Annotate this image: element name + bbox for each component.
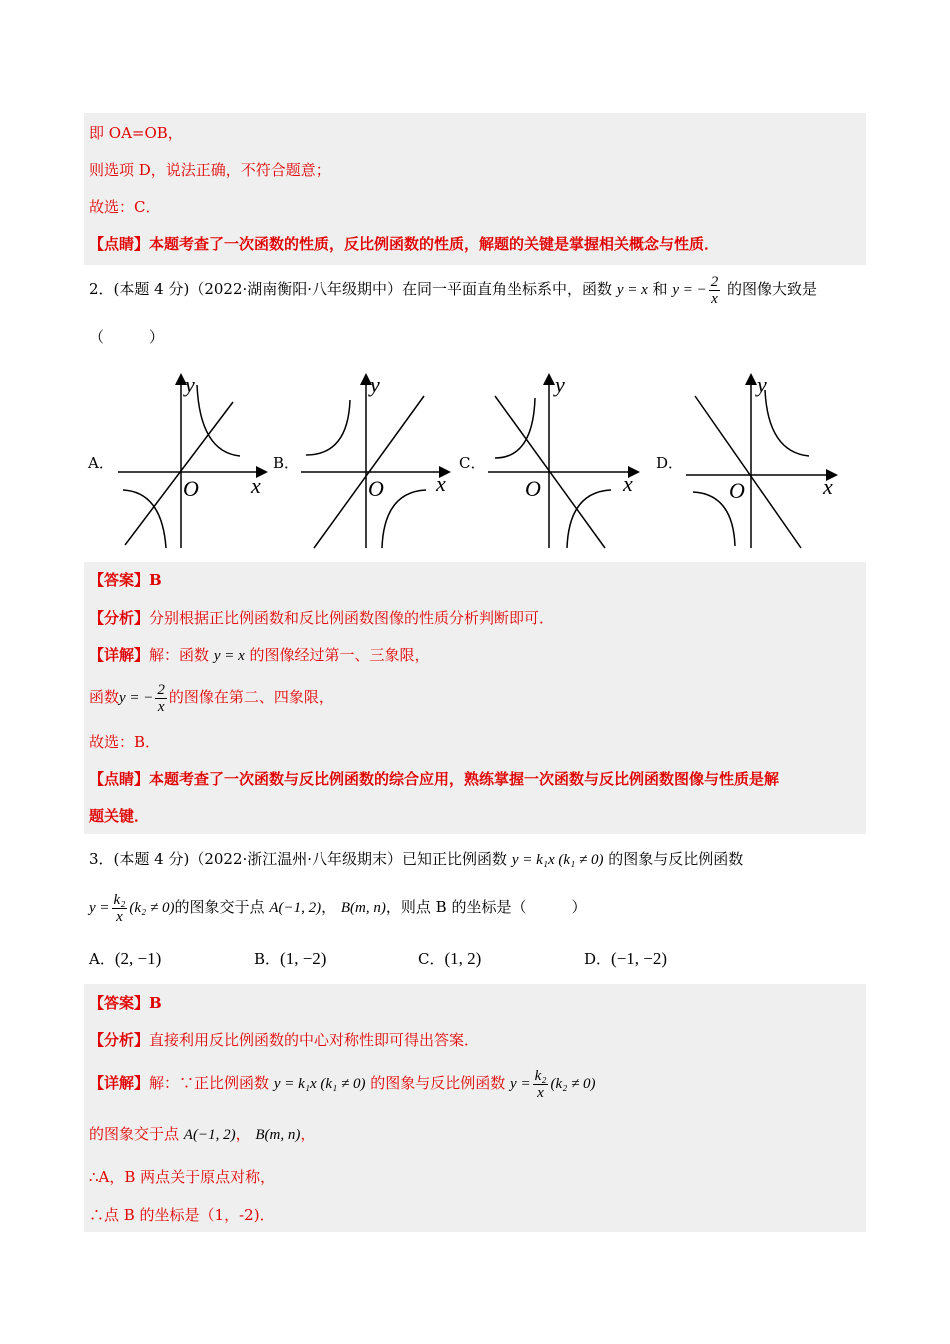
graph-d: [683, 370, 843, 550]
formula-y-eq-x: y = x: [616, 282, 648, 298]
q2-detail-1: 【详解】解：函数 y = x 的图像经过第一、三象限，: [89, 646, 430, 664]
y-axis-label: y: [757, 372, 767, 397]
comment-tag: 【点睛】: [89, 235, 150, 253]
y-axis-label: y: [370, 372, 380, 397]
y-axis-label: y: [555, 372, 565, 397]
q1-line-2: 则选项 D，说法正确，不符合题意；: [89, 161, 331, 179]
x-axis-label: x: [823, 474, 833, 499]
option-c-label: C．: [459, 454, 486, 472]
fraction-2-over-x: $\frac{2}{x}$: [157, 681, 165, 715]
q2-analysis: 【分析】分别根据正比例函数和反比例函数图像的性质分析判断即可．: [89, 609, 555, 627]
formula-proportional: y = k₁x (k₁ ≠ 0): [511, 852, 604, 868]
origin-label: O: [525, 476, 541, 501]
q2-detail-3: 故选：B．: [89, 733, 161, 751]
q2-stem: 2．(本题 4 分)（2022·湖南衡阳·八年级期中）在同一平面直角坐标系中，函数 y = x 和 y = − $\frac{2}{x}$ 的图像大致是: [89, 273, 818, 307]
q1-line-3: 故选：C．: [89, 198, 161, 216]
x-axis-label: x: [623, 471, 633, 496]
q2-answer: 【答案】B: [89, 571, 162, 589]
solution-block-q3: [84, 984, 866, 1232]
graph-b: [298, 370, 458, 550]
origin-label: O: [368, 476, 384, 501]
q2-detail-2: 函数y = − $\frac{2}{x}$ 的图像在第二、四象限，: [89, 681, 334, 715]
q2-paren: （ ）: [89, 328, 165, 346]
x-axis-label: x: [436, 471, 446, 496]
fraction-2-over-x: $\frac{2}{x}$: [710, 273, 719, 307]
option-a-label: A．: [88, 454, 114, 472]
fraction-k2-over-x: $\frac{\text{k₂}}{x}$: [113, 891, 126, 925]
point-a: A(−1, 2): [269, 900, 322, 916]
q3-answer: 【答案】B: [89, 994, 162, 1012]
graph-a: [115, 370, 275, 550]
q3-option-a: A．(2, −1): [89, 949, 162, 968]
q3-stem-1: 3．(本题 4 分)（2022·浙江温州·八年级期末）已知正比例函数 y = k₁x (k₁ ≠ 0) 的图象与反比例函数: [89, 850, 744, 868]
y-axis-label: y: [185, 372, 195, 397]
q3-analysis: 【分析】直接利用反比例函数的中心对称性即可得出答案．: [89, 1031, 480, 1049]
point-b: B(m, n): [340, 900, 386, 916]
q3-option-c: C．(1, 2): [418, 949, 482, 968]
comment-text: 本题考查了一次函数的性质，反比例函数的性质，解题的关键是掌握相关概念与性质．: [149, 235, 720, 253]
origin-label: O: [729, 478, 745, 503]
q3-detail-4: ∴点 B 的坐标是（1，-2)．: [89, 1206, 275, 1224]
q2-comment-2: 题关键．: [89, 807, 150, 825]
q3-detail-1: 【详解】解：∵正比例函数 y = k₁x (k₁ ≠ 0) 的图象与反比例函数 y = $\frac{\text{k₂}}{x}$ (k₂ ≠ 0): [89, 1067, 596, 1101]
formula-lhs: y = −: [672, 282, 707, 298]
x-axis-label: x: [251, 473, 261, 498]
option-b-label: B．: [273, 454, 300, 472]
q3-detail-3: ∴A，B 两点关于原点对称，: [89, 1168, 276, 1186]
q3-detail-2: 的图象交于点 A(−1, 2)， B(m, n)，: [89, 1125, 316, 1143]
option-d-label: D．: [656, 454, 684, 472]
q1-comment: [89, 233, 719, 255]
q3-stem-2: y = $\frac{\text{k₂}}{x}$ (k₂ ≠ 0)的图象交于点 A(−1, 2)， B(m, n)，则点 B 的坐标是（ ）: [89, 891, 587, 925]
graph-c: [485, 370, 645, 550]
fraction-k2-over-x: $\frac{\text{k₂}}{x}$: [534, 1067, 547, 1101]
q2-comment-1: 【点睛】本题考查了一次函数与反比例函数的综合应用，熟练掌握一次函数与反比例函数图像与性质是解: [89, 770, 780, 788]
q3-option-b: B．(1, −2): [254, 949, 327, 968]
q3-option-d: D．(−1, −2): [584, 949, 668, 968]
origin-label: O: [183, 476, 199, 501]
q1-line-1: 即 OA=OB，: [89, 124, 183, 142]
